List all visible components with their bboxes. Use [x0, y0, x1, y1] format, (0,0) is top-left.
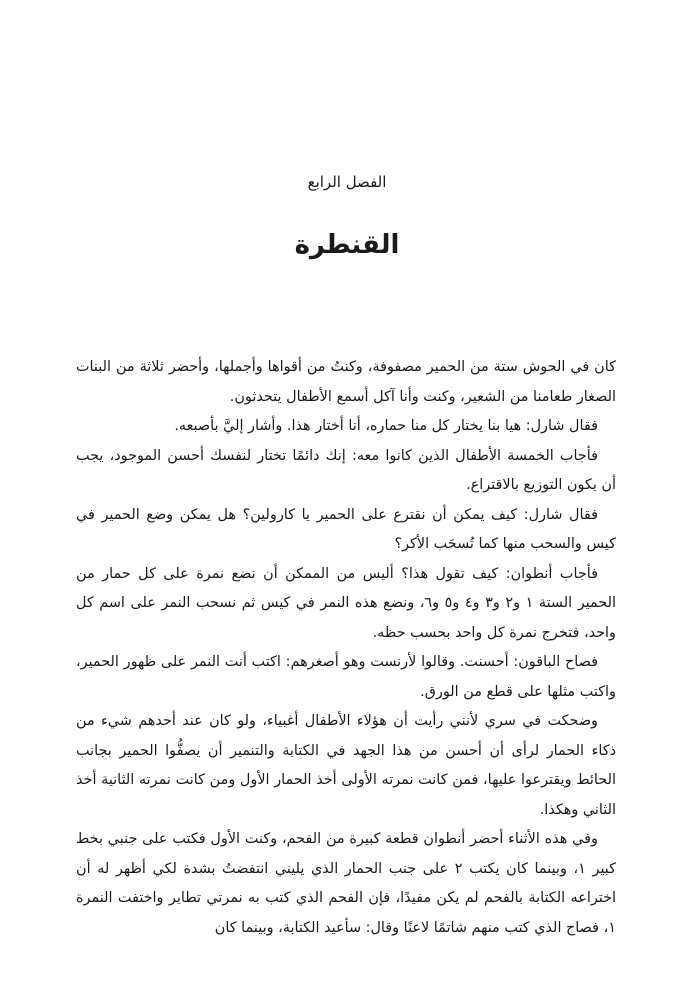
paragraph: فأجاب أنطوان: كيف تقول هذا؟ أليس من الممكن أن نضع نمرة على كل حمار من الحمير الستة ١ و٢ و٣ و٤ و٥ و٦، ونضع هذه النمر في كيس ثم نسحب النمر على اسم كل واحد، فتخرج نمرة كل واحد بحسب حظه. — [76, 565, 616, 641]
chapter-title: القنطرة — [294, 230, 400, 260]
paragraph: فأجاب الخمسة الأطفال الذين كانوا معه: إنك دائمًا تختار لنفسك أحسن الموجود، يجب أن يكون التوزيع بالاقتراع. — [76, 447, 616, 493]
paragraph: كان في الحوش ستة من الحمير مصفوفة، وكنتُ من أقواها وأجملها، وأحضر ثلاثة من البنات الصغار طعامنا من الشعير، وكنت وأنا آكل أسمع الأطفال يتحدثون. — [76, 359, 616, 405]
paragraph: فقال شارل: كيف يمكن أن نقترع على الحمير يا كارولين؟ هل يمكن وضع الحمير في كيس والسحب منها كما تُسحَب الأكر؟ — [76, 506, 616, 552]
paragraph: وفي هذه الأثناء أحضر أنطوان قطعة كبيرة من الفحم، وكنت الأول فكتب على جنبي بخط كبير ١، وبينما كان يكتب ٢ على جنب الحمار الذي يليني انتفضتُ بشدة لكي أظهر له أن اختراعه الكتابة بالفحم لم يكن مفيدًا، فإن الفحم الذي كتب به نمرتي تطاير واختفت النمرة ١، فصاح الذي كتب منهم شاتمًا لاعنًا وقال: سأعيد الكتابة، وبينما كان — [76, 831, 616, 936]
chapter-label: الفصل الرابع — [307, 173, 387, 191]
paragraph: فقال شارل: هيا بنا يختار كل منا حماره، أنا أختار هذا. وأشار إليَّ بأصبعه. — [174, 418, 598, 434]
body-text — [76, 353, 616, 943]
paragraph: فصاح الباقون: أحسنت. وقالوا لأرنست وهو أصغرهم: اكتب أنت النمر على ظهور الحمير، واكتب مثلها على قطع من الورق. — [76, 654, 616, 700]
paragraph: وضحكت في سري لأنني رأيت أن هؤلاء الأطفال أغبياء، ولو كان عند أحدهم شيء من ذكاء الحمار لرأى أن أحسن من هذا الجهد في الكتابة والتنمير أن يصفُّوا الحمير بجانب الحائط ويقترعوا عليها، فمن كانت نمرته الأولى أخذ الحمار الأول ومن كانت نمرته الثانية أخذ الثاني وهكذا. — [76, 713, 616, 818]
